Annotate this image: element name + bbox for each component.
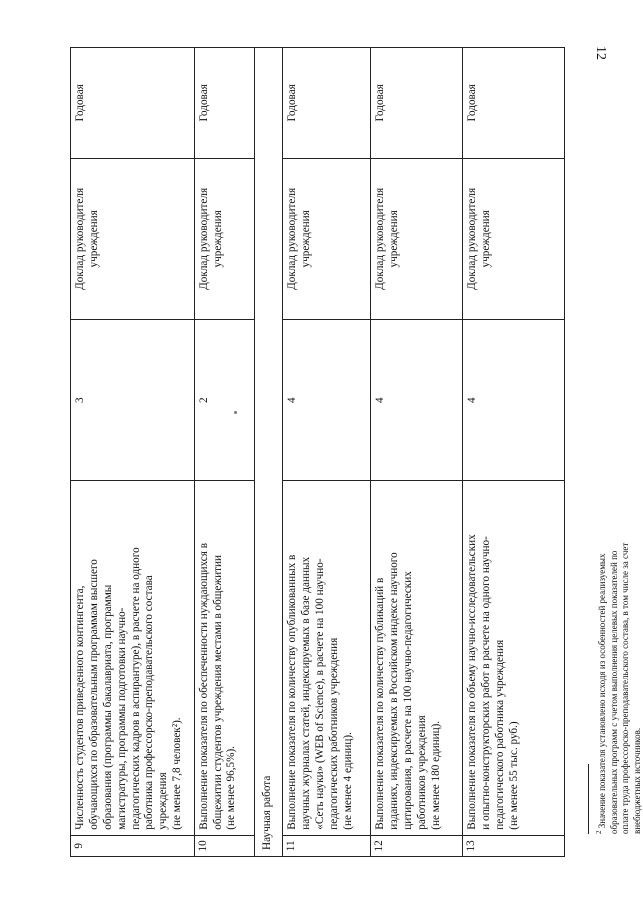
row-period: Годовая xyxy=(371,48,463,159)
section-row xyxy=(255,48,283,857)
row-period: Годовая xyxy=(71,48,195,159)
table-row xyxy=(371,48,463,857)
table-row xyxy=(71,48,195,857)
row-source: Доклад руководителя учреждения xyxy=(371,158,463,319)
row-source: Доклад руководителя учреждения xyxy=(463,158,565,319)
description-line: (не менее 96,5%). xyxy=(225,746,238,830)
description-line: учреждения xyxy=(157,772,170,830)
row-number: 10 xyxy=(194,835,255,856)
description-line: Выполнение показателя по количеству опубликованных в xyxy=(286,554,299,830)
description-line: Численность студентов приведенного контингента, xyxy=(74,585,86,830)
description-line: Выполнение показателя по обеспеченности нуждающихся в xyxy=(197,542,210,830)
description-line: обучающихся по образовательным программам высшего xyxy=(87,559,100,830)
footnote-marker: 2 xyxy=(595,830,603,834)
description-line: (не менее 180 единиц). xyxy=(429,720,442,830)
description-line: и опытно-конструкторских работ в расчете на одного научно- xyxy=(480,536,493,830)
description-line: общежитии студентов учреждения местами в общежитии xyxy=(211,555,224,830)
row-points: 4 xyxy=(463,320,565,481)
row-description xyxy=(71,481,195,835)
description-line: (не менее 55 тыс. руб.) xyxy=(508,721,521,830)
table-row xyxy=(463,48,565,857)
description-line: изданиях, индексируемых в Российском индексе научного xyxy=(388,552,401,830)
description-line: педагогических работников учреждения xyxy=(328,637,341,830)
rotated-table-container xyxy=(70,47,565,857)
table-row xyxy=(283,48,371,857)
row-description xyxy=(283,481,371,835)
footnote xyxy=(588,524,643,834)
row-description xyxy=(463,481,565,835)
description-line: «Сеть науки» (WEB of Science), в расчете на 100 научно- xyxy=(314,558,327,830)
description-line: работника профессорско-преподавательского состава xyxy=(143,575,156,830)
row-source: Доклад руководителя учреждения xyxy=(71,158,195,319)
row-description xyxy=(194,481,255,835)
description-line: Выполнение показателя по количеству публикаций в xyxy=(374,577,387,830)
row-points: 4 xyxy=(371,320,463,481)
row-source: Доклад руководителя учреждения xyxy=(283,158,371,319)
description-line: образования (программы бакалавриата, программы xyxy=(101,584,114,830)
row-number: 13 xyxy=(463,835,565,856)
row-number: 12 xyxy=(371,835,463,856)
row-number: 11 xyxy=(283,835,371,856)
section-title: Научная работа xyxy=(255,48,283,857)
criteria-table xyxy=(70,47,565,857)
table-row xyxy=(194,48,255,857)
description-line: Выполнение показателя по объему научно-исследовательских xyxy=(466,534,479,830)
description-line: магистратуры, программы подготовки научно- xyxy=(115,607,128,830)
description-line: цитирования, в расчете на 100 научно-педагогических xyxy=(402,571,415,830)
row-points: 3 xyxy=(71,320,195,481)
description-line: научных журналах статей, индексируемых в базе данных xyxy=(300,556,313,830)
row-points: 2 xyxy=(194,320,255,481)
row-period: Годовая xyxy=(194,48,255,159)
description-line: (не менее 4 единиц). xyxy=(342,732,355,830)
description-line: педагогического работника учреждения xyxy=(494,639,507,830)
row-source: Доклад руководителя учреждения xyxy=(194,158,255,319)
row-period: Годовая xyxy=(283,48,371,159)
footnote-rule xyxy=(588,764,589,834)
description-line: педагогических кадров в аспирантуре), в расчете на одного xyxy=(129,547,142,830)
row-period: Годовая xyxy=(463,48,565,159)
description-line: работников учреждения xyxy=(416,715,429,830)
row-description xyxy=(371,481,463,835)
description-line: (не менее 7,8 человек²). xyxy=(171,717,184,830)
page-number: 12 xyxy=(593,46,608,60)
footnote-text: Значение показателя установлено исходя из особенностей реализуемых образовательных программ с учетом выполнения целевых показателей по оплате труда профессорско-преподавательского состава, в том числе за счет внебюджетных источников. xyxy=(597,542,642,834)
row-number: 9 xyxy=(71,835,195,856)
row-points: 4 xyxy=(283,320,371,481)
